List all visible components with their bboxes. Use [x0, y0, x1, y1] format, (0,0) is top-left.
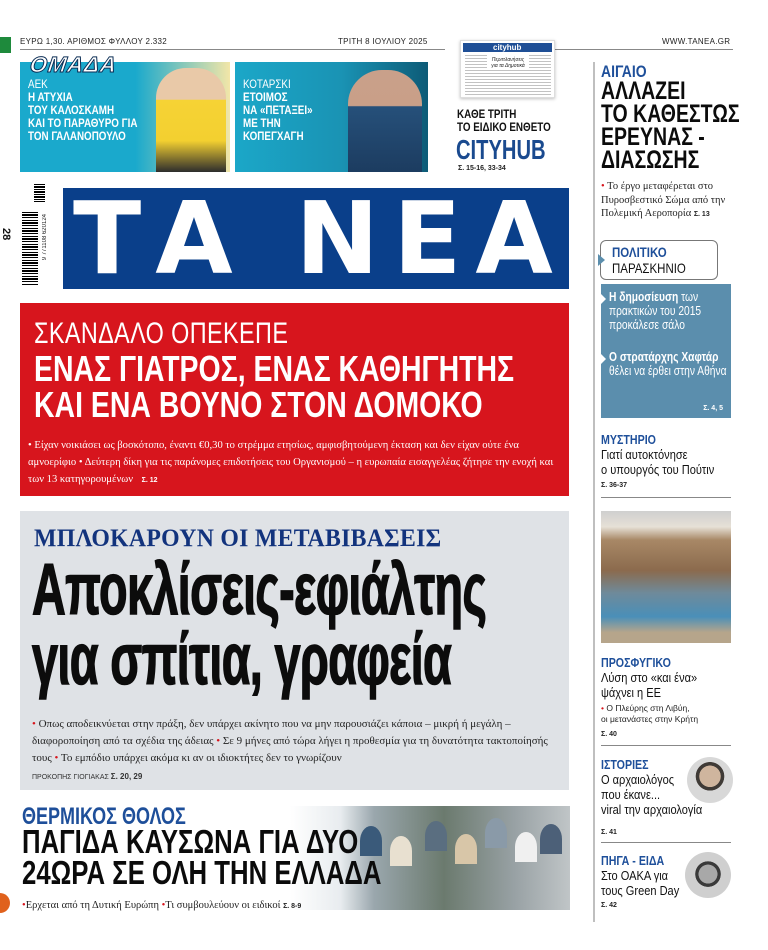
orange-edge-mark — [0, 893, 10, 913]
paraskinio-kicker: ΠΟΛΙΤΙΚΟ — [612, 244, 667, 260]
story-page-ref: Σ. 8-9 — [283, 903, 302, 910]
prosfygiko-headline[interactable]: Λύση στο «και ένα» ψάχνει η ΕΕ — [601, 670, 698, 700]
section-divider — [601, 745, 731, 746]
omada-logo: ΟΜΑΔΑ — [28, 52, 119, 77]
promo-label: ΑΕΚ — [28, 77, 48, 91]
story-opekepe[interactable] — [20, 303, 569, 496]
story-headline: Αποκλίσεις-εφιάλτης για σπίτια, γραφεία — [32, 550, 487, 700]
cityhub-promo-text: ΚΑΘΕ ΤΡΙΤΗ ΤΟ ΕΙΔΙΚΟ ΕΝΘΕΤΟ — [457, 107, 551, 134]
section-divider — [601, 842, 731, 843]
promo-kotarski-text: ΚΟΤΑΡΣΚΙ ΕΤΟΙΜΟΣ ΝΑ «ΠΕΤΑΞΕΙ» ΜΕ ΤΗΝ ΚΟΠΕΓΧΑΓΗ — [243, 77, 313, 143]
story-page-ref: Σ. 12 — [141, 477, 158, 484]
price-issue-line: ΕΥΡΩ 1,30. ΑΡΙΘΜΟΣ ΦΥΛΛΟΥ 2.332 — [20, 37, 168, 46]
player-photo — [348, 70, 422, 172]
heatwave-headline[interactable]: ΠΑΓΙΔΑ ΚΑΥΣΩΝΑ ΓΙΑ ΔΥΟ 24ΩΡΑ ΣΕ ΟΛΗ ΤΗΝ ΕΛΛΑΔΑ — [22, 823, 382, 891]
heatwave-summary: •Ερχεται από τη Δυτική Ευρώπη •Τι συμβουλεύουν οι ειδικοί Σ. 8-9 — [22, 900, 302, 911]
story-byline: ΠΡΟΚΟΠΗΣ ΓΙΟΓΙΑΚΑΣ Σ. 20, 29 — [32, 772, 143, 781]
story-kicker: ΘΕΡΜΙΚΟΣ ΘΟΛΟΣ — [22, 803, 186, 830]
paraskinio-title: ΠΑΡΑΣΚΗΝΙΟ — [612, 260, 686, 276]
thumbnail-headline: Περιπλανήσεις για τα Δημοτικά — [491, 57, 525, 69]
barcode — [22, 212, 38, 286]
migrants-photo — [601, 511, 731, 643]
piga-eida-headline[interactable]: Στο ΟΑΚΑ για τους Green Day — [601, 868, 680, 898]
paraskinio-item: Η δημοσίευση των πρακτικών του 2015 προκάλεσε σάλο — [609, 290, 702, 332]
story-page-ref: Σ. 20, 29 — [110, 772, 143, 781]
thumbnail-brand-bar — [463, 43, 552, 52]
page-ref: Σ. 42 — [601, 902, 617, 909]
promo-kotarski[interactable] — [235, 62, 428, 172]
thumbnail-brand: cityhub — [493, 43, 522, 52]
triangle-icon — [601, 294, 606, 304]
aigaio-summary: • Το έργο μεταφέρεται στο Πυροσβεστικό Σώμα από την Πολεμική Αεροπορία Σ. 13 — [601, 181, 726, 219]
istories-headline[interactable]: Ο αρχαιολόγος που έκανε... viral την αρχαιολογία — [601, 772, 703, 817]
triangle-icon — [598, 254, 605, 266]
istories-kicker: ΙΣΤΟΡΙΕΣ — [601, 757, 649, 772]
story-kicker: ΜΠΛΟΚΑΡΟΥΝ ΟΙ ΜΕΤΑΒΙΒΑΣΕΙΣ — [34, 525, 442, 552]
column-divider — [593, 62, 595, 922]
promo-label: ΚΟΤΑΡΣΚΙ — [243, 77, 291, 91]
masthead-title: ΤΑ ΝΕΑ — [73, 180, 567, 297]
prosfygiko-kicker: ΠΡΟΣΦΥΓΙΚΟ — [601, 655, 671, 670]
player-photo — [156, 68, 226, 172]
page-ref: Σ. 4, 5 — [703, 405, 723, 412]
page-ref: Σ. 40 — [601, 731, 617, 738]
aigaio-kicker: ΑΙΓΑΙΟ — [601, 62, 647, 81]
promo-aek[interactable] — [20, 62, 230, 172]
green-corner-mark — [0, 37, 11, 53]
paraskinio-panel[interactable] — [601, 284, 731, 418]
promo-aek-text: ΑΕΚ Η ΑΤΥΧΙΑ ΤΟΥ ΚΑΛΟΣΚΑΜΗ ΚΑΙ ΤΟ ΠΑΡΑΘΥΡΟ ΓΙΑ ΤΟΝ ΓΑΛΑΝΟΠΟΥΛΟ — [28, 77, 138, 143]
barcode-number: 9 771108 620124 — [42, 214, 48, 261]
story-kicker: ΣΚΑΝΔΑΛΟ ΟΠΕΚΕΠΕ — [34, 317, 289, 350]
triangle-icon — [601, 354, 606, 364]
cityhub-brand[interactable]: CITYHUB — [456, 134, 546, 165]
issue-date: ΤΡΙΤΗ 8 ΙΟΥΛΙΟΥ 2025 — [338, 37, 428, 46]
story-metavivaseis[interactable] — [20, 511, 569, 790]
prosfygiko-summary: • Ο Πλεύρης στη Λιβύη, οι μετανάστες στην Κρήτη — [601, 703, 699, 724]
mystirio-headline[interactable]: Γιατί αυτοκτόνησε ο υπουργός του Πούτιν — [601, 447, 715, 477]
story-summary: • Οπως αποδεικνύεται στην πράξη, δεν υπάρχει ακίνητο που να μην παρουσιάζει κάποια – μικρή ή μεγάλη – διαφοροποίηση από τα σχέδια της άδειας • Σε 9 μήνες από τώρα λήγει η προθεσμία για τη δυνατότητα τακτοποίησής τους • Το εμπόδιο υπάρχει ακόμα κι αν οι ιδιοκτήτες δεν το γνωρίζουν — [32, 718, 548, 764]
avatar-green-day — [685, 852, 731, 898]
story-summary: • Είχαν νοικιάσει ως βοσκότοπο, έναντι €0,30 το στρέμμα ετησίως, αμφισβητούμενη έκταση και δεν είχαν ούτε ένα αμνοερίφιο • Δεύτερη δίκη για τις παράνομες επιδοτήσεις του Οργανισμού – η ευρωπαία εισαγγελέας ζήτησε την ενοχή και των 13 κατηγορουμένων Σ. 12 — [28, 440, 554, 485]
cityhub-thumbnail[interactable] — [460, 40, 555, 98]
page-ref: Σ. 36-37 — [601, 482, 627, 489]
page-ref: Σ. 13 — [693, 211, 710, 218]
header-rule-right — [555, 49, 733, 50]
masthead — [63, 180, 569, 297]
story-headline: ΕΝΑΣ ΓΙΑΤΡΟΣ, ΕΝΑΣ ΚΑΘΗΓΗΤΗΣ ΚΑΙ ΕΝΑ ΒΟΥΝΟ ΣΤΟΝ ΔΟΜΟΚΟ — [34, 348, 515, 425]
page-number: 28 — [0, 228, 12, 241]
page-ref: Σ. 41 — [601, 829, 617, 836]
avatar-archaeologist — [687, 757, 733, 803]
piga-eida-kicker: ΠΗΓΑ - ΕΙΔΑ — [601, 853, 665, 868]
header-rule — [20, 49, 445, 50]
barcode-addon — [34, 184, 45, 202]
cityhub-page-ref: Σ. 15-16, 33-34 — [458, 165, 506, 172]
mystirio-kicker: ΜΥΣΤΗΡΙΟ — [601, 432, 656, 447]
website-link[interactable]: WWW.TANEA.GR — [662, 37, 731, 46]
section-divider — [601, 497, 731, 498]
paraskinio-item: Ο στρατάρχης Χαφτάρ θέλει να έρθει στην Αθήνα — [609, 350, 727, 378]
aigaio-headline[interactable]: ΑΛΛΑΖΕΙ ΤΟ ΚΑΘΕΣΤΩΣ ΕΡΕΥΝΑΣ - ΔΙΑΣΩΣΗΣ — [601, 77, 740, 174]
